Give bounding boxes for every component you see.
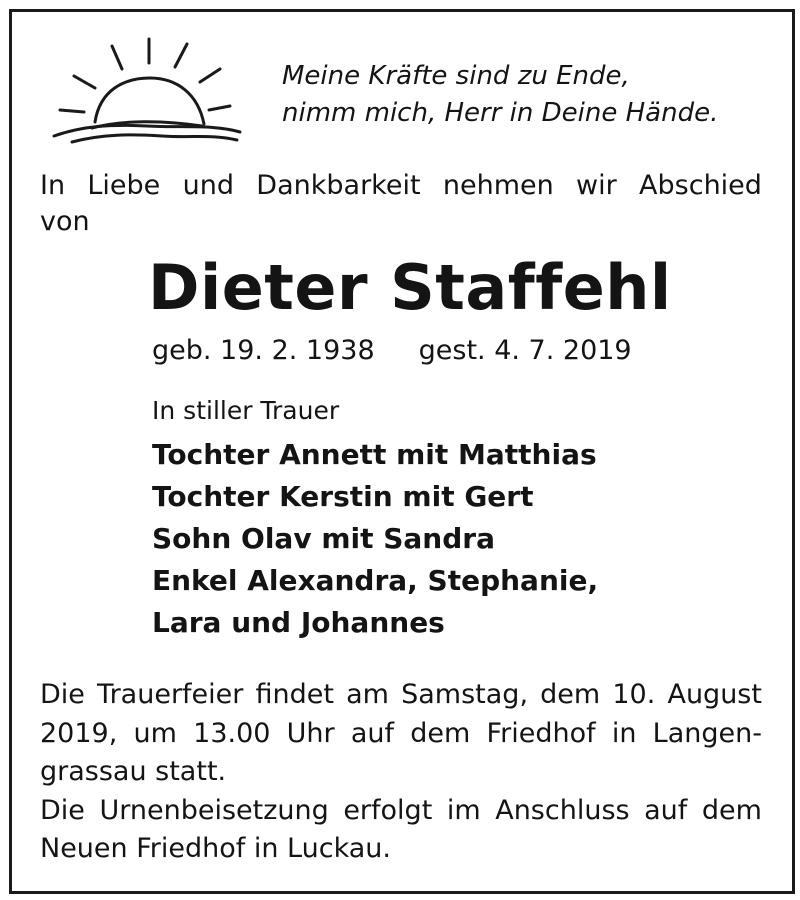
verse <box>282 58 718 132</box>
service-word: Langen- <box>652 717 762 749</box>
service-word: 2019, <box>40 717 118 749</box>
service-word: am <box>346 679 389 710</box>
mourners-list <box>152 434 598 644</box>
service-word: auf <box>644 794 688 826</box>
intro-word: Abschied <box>639 170 762 201</box>
life-dates <box>152 332 632 370</box>
service-word: Friedhof <box>486 717 596 749</box>
service-word: Trauerfeier <box>97 679 244 710</box>
service-word: dem <box>701 794 762 826</box>
intro-word: Liebe <box>87 170 161 201</box>
intro-word: wir <box>576 170 617 201</box>
intro-word: und <box>182 170 234 201</box>
service-word: Anschluss <box>495 794 630 826</box>
mourner-line: Sohn Olav mit Sandra <box>152 522 495 555</box>
service-word: dem <box>410 717 471 749</box>
intro-text <box>40 168 762 240</box>
intro-line: von <box>40 206 90 237</box>
verse-line: nimm mich, Herr in Deine Hände. <box>282 98 719 128</box>
mourner-line: Tochter Annett mit Matthias <box>152 438 597 471</box>
service-line <box>40 715 762 754</box>
service-word: im <box>446 794 481 826</box>
service-line: grassau statt. <box>40 756 227 787</box>
service-word: Uhr <box>286 717 335 749</box>
service-word: findet <box>255 679 334 710</box>
service-word: erfolgt <box>343 794 433 826</box>
sunset-icon <box>52 36 242 146</box>
service-word: um <box>133 717 177 749</box>
service-word: Die <box>40 794 85 826</box>
intro-word: In <box>40 170 66 201</box>
service-word: August <box>667 679 762 710</box>
verse-line: Meine Kräfte sind zu Ende, <box>282 61 630 91</box>
mourner-line: Lara und Johannes <box>152 606 445 639</box>
service-word: in <box>611 717 637 749</box>
service-word: auf <box>350 717 395 749</box>
mourner-line: Enkel Alexandra, Stephanie, <box>152 564 599 597</box>
service-line <box>40 792 762 831</box>
intro-word: Dankbarkeit <box>256 170 421 201</box>
intro-line <box>40 168 762 204</box>
service-word: 13.00 <box>193 717 271 749</box>
service-word: dem <box>540 679 601 710</box>
death-date: gest. 4. 7. 2019 <box>418 335 632 366</box>
service-word: Samstag, <box>401 679 529 710</box>
service-info <box>40 676 762 869</box>
intro-word: nehmen <box>442 170 554 201</box>
service-word: Die <box>40 679 85 710</box>
mourner-line: Tochter Kerstin mit Gert <box>152 480 534 513</box>
deceased-name: Dieter Staffehl <box>148 251 672 324</box>
service-word: 10. <box>612 679 656 710</box>
mourners-label: In stiller Trauer <box>152 396 340 425</box>
birth-date: geb. 19. 2. 1938 <box>152 335 375 366</box>
service-word: Urnenbeisetzung <box>99 794 329 826</box>
service-line <box>40 676 762 715</box>
service-line: Neuen Friedhof in Luckau. <box>40 833 391 864</box>
